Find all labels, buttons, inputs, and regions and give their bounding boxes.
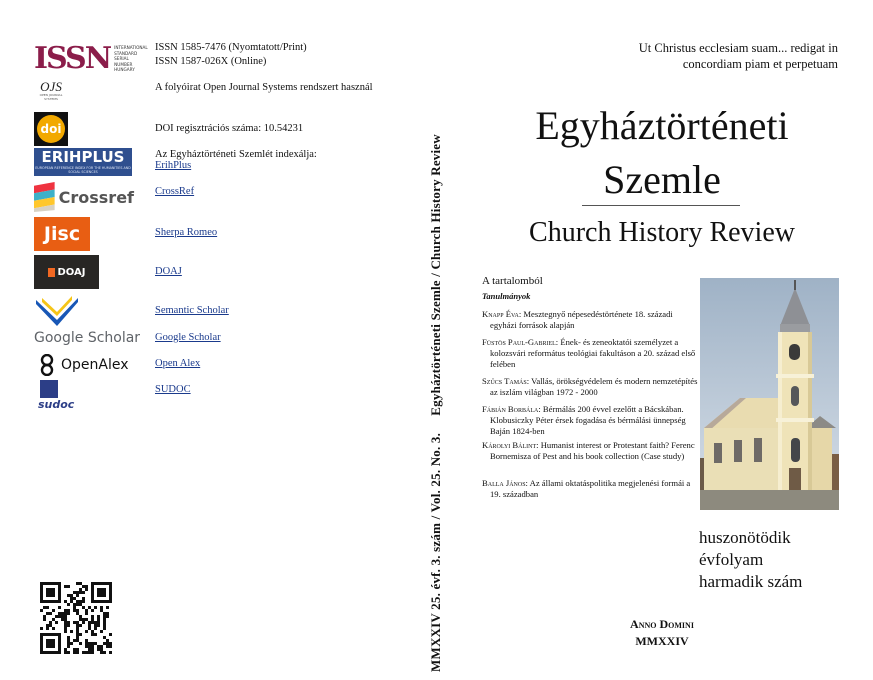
- qr-code[interactable]: [40, 582, 112, 654]
- link-doaj[interactable]: DOAJ: [155, 266, 182, 277]
- toc-heading: A tartalomból: [482, 275, 543, 287]
- doaj-icon: [48, 268, 55, 277]
- link-erihplus[interactable]: ErihPlus: [155, 160, 192, 171]
- toc-item: Balla János: Az állami oktatáspolitika megjelenési formái a 19. században: [482, 478, 691, 500]
- link-crossref[interactable]: CrossRef: [155, 186, 195, 197]
- doaj-logo: DOAJ: [34, 255, 99, 289]
- link-sherpa-romeo[interactable]: Sherpa Romeo: [155, 227, 218, 238]
- link-google-scholar[interactable]: Google Scholar: [155, 332, 221, 343]
- motto: Ut Christus ecclesiam suam... redigat in concordiam piam et perpetuam: [638, 41, 838, 71]
- issn-print: ISSN 1585-7476 (Nyomtatott/Print): [155, 42, 307, 53]
- toc-item: Füstös Paul-Gabriel: Ének- és zeneoktatói személyzet a kolozsvári református teológiai fakultáson a 20. század első felében: [482, 337, 696, 370]
- issn-online: ISSN 1587-026X (Online): [155, 56, 267, 67]
- toc-section: Tanulmányok: [482, 291, 531, 301]
- semantic-scholar-icon: [34, 294, 80, 328]
- doi-logo: doi: [34, 112, 68, 146]
- toc-item: Szűcs Tamás: Vallás, örökségvédelem és modern nemzetépítés az iszlám világban 1972 - 2000: [482, 376, 698, 398]
- ojs-note: A folyóirat Open Journal Systems rendszert használ: [155, 82, 373, 93]
- church-illustration: [700, 278, 839, 510]
- toc-item: Fábián Borbála: Bérmálás 200 évvel ezelőtt a Bácskában. Klobusiczky Péter érsek fogadása és bérmálási ünnepség Baján 1824-ben: [482, 404, 686, 437]
- sudoc-icon: [40, 380, 58, 398]
- semantic-scholar-logo: [34, 294, 80, 328]
- erihplus-logo: ERIHPLUS EUROPEAN REFERENCE INDEX FOR THE HUMANITIES AND SOCIAL SCIENCES: [35, 148, 131, 174]
- index-note: Az Egyháztörténeti Szemlét indexálja:: [155, 149, 317, 160]
- volume-info: huszonötödik évfolyam harmadik szám: [699, 528, 803, 591]
- link-semantic-scholar[interactable]: Semantic Scholar: [155, 305, 229, 316]
- toc-item: Károlyi Bálint: Humanist interest or Protestant faith? Ferenc Bornemisza of Pest and his book collection (Case study): [482, 440, 695, 462]
- toc-item: Knapp Éva: Mesztegnyő népesedéstörténete 18. századi egyházi források alapján: [482, 309, 673, 331]
- link-open-alex[interactable]: Open Alex: [155, 358, 201, 369]
- doi-note: DOI regisztrációs száma: 10.54231: [155, 123, 304, 134]
- ojs-logo: OJS OPEN JOURNAL SYSTEMS: [39, 79, 63, 101]
- crossref-icon: [34, 181, 55, 213]
- church-photo: [700, 278, 839, 510]
- openalex-icon: [38, 354, 56, 376]
- sudoc-logo: sudoc: [38, 380, 78, 416]
- journal-subtitle: Church History Review: [529, 217, 795, 248]
- issn-logo: ISSN INTERNATIONAL STANDARD SERIAL NUMBER HUNGARY: [34, 41, 148, 76]
- spine-title: MMXXIV 25. évf. 3. szám / Vol. 25. No. 3. Egyháztörténeti Szemle / Church History Review: [428, 134, 443, 672]
- journal-title: Egyháztörténeti Szemle: [535, 103, 789, 202]
- google-scholar-logo: Google Scholar: [34, 330, 141, 346]
- anno-domini: Anno Domini MMXXIV: [630, 617, 694, 648]
- openalex-logo: OpenAlex: [38, 352, 138, 378]
- link-sudoc[interactable]: SUDOC: [155, 384, 191, 395]
- title-rule: [582, 205, 740, 206]
- crossref-logo: Crossref: [34, 180, 134, 214]
- qr-code-image: [40, 582, 112, 654]
- jisc-logo: Jisc: [34, 217, 90, 251]
